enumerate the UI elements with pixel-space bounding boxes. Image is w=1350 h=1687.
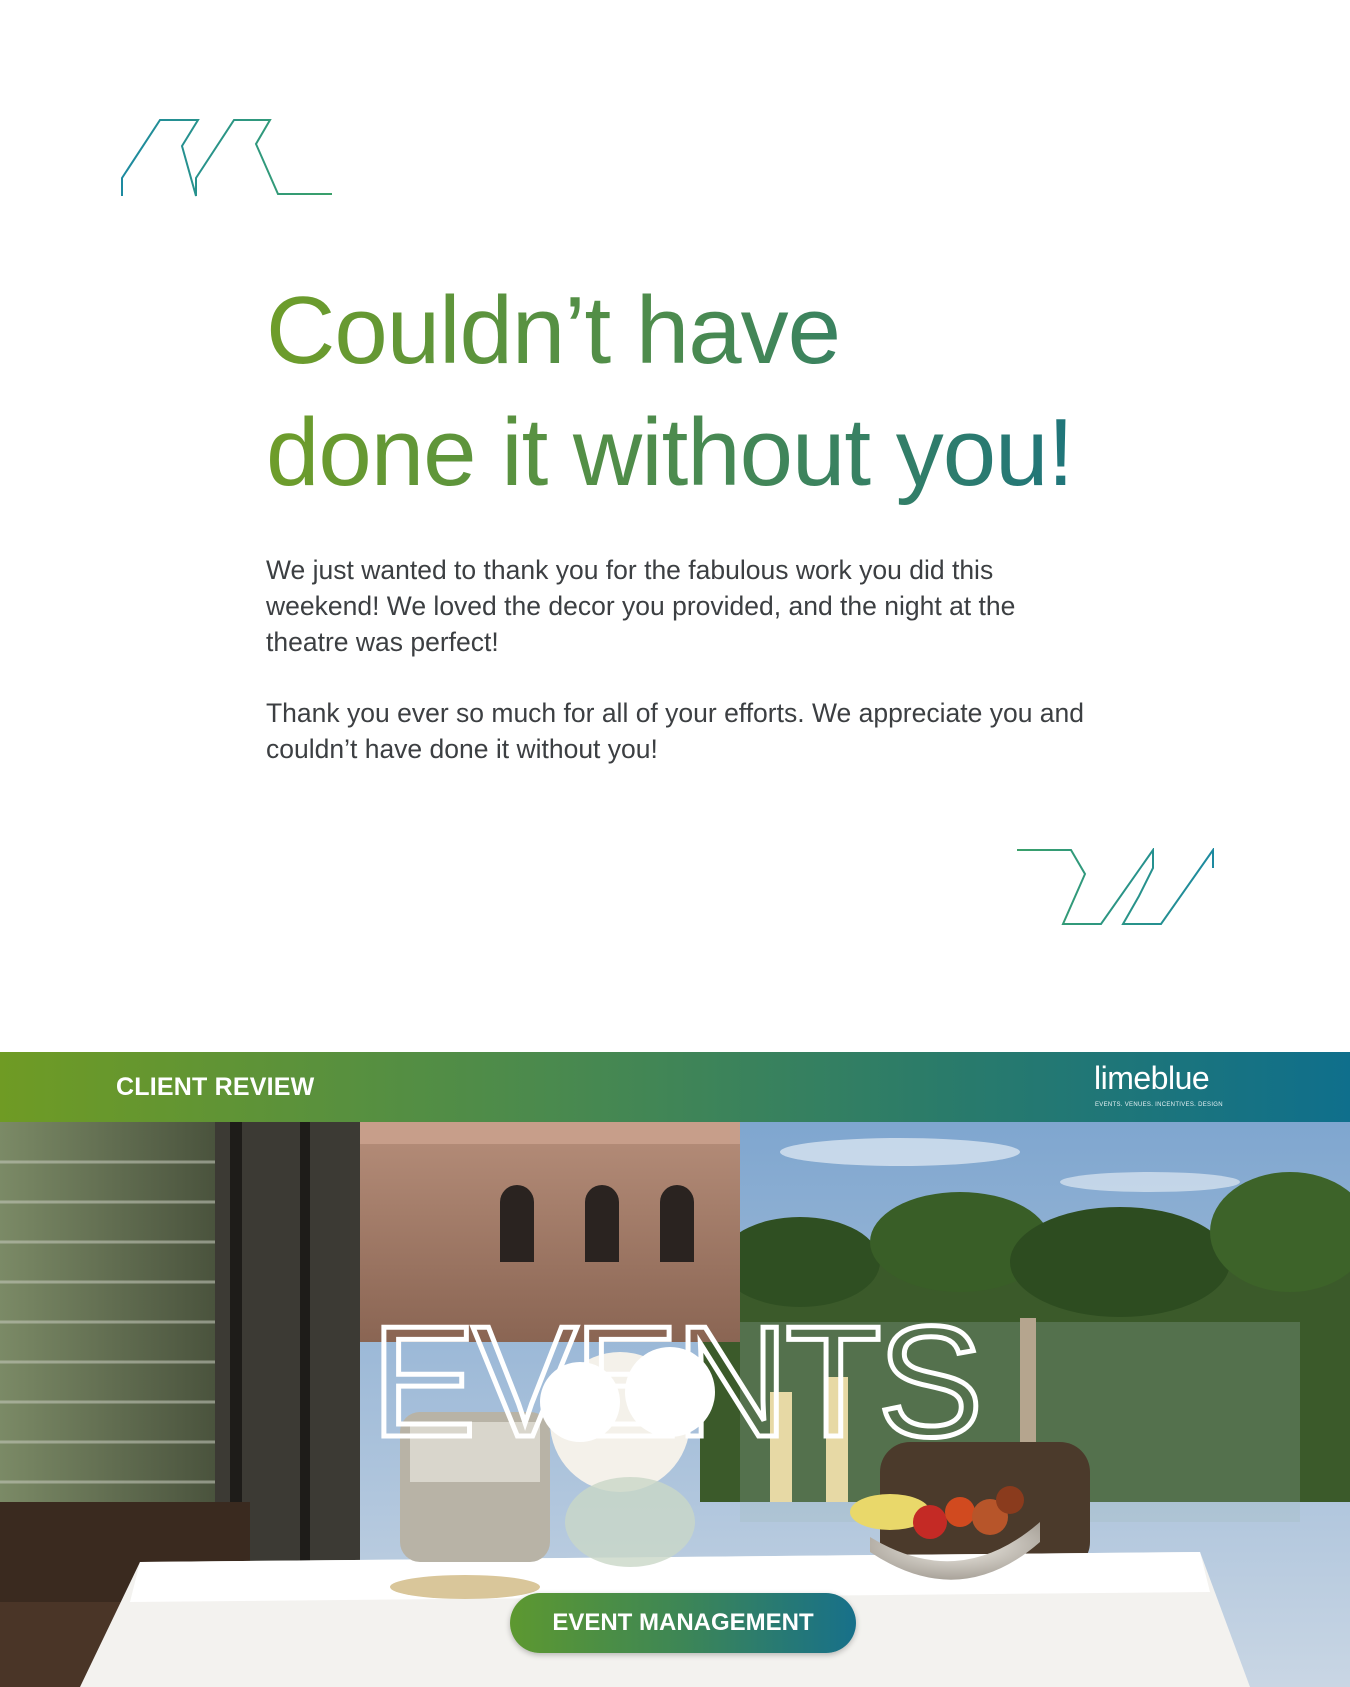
testimonial-paragraph-2: Thank you ever so much for all of your efforts. We appreciate you and couldn’t have done it without you! xyxy=(266,698,1085,764)
headline xyxy=(266,270,1166,514)
banner-label: CLIENT REVIEW xyxy=(116,1073,315,1101)
event-management-button[interactable]: EVENT MANAGEMENT xyxy=(510,1593,856,1653)
testimonial-body xyxy=(266,552,1096,802)
logo-wordmark: limeblue xyxy=(1094,1060,1210,1096)
events-overlay-word: EVENTS xyxy=(370,1294,980,1470)
open-quote-icon xyxy=(120,118,340,198)
headline-line-2: done it without you! xyxy=(266,399,1074,506)
headline-line-1: Couldn’t have xyxy=(266,277,841,384)
testimonial-paragraph-1: We just wanted to thank you for the fabulous work you did this weekend! We loved the decor you provided, and the night at the theatre was perfect! xyxy=(266,555,1016,657)
client-review-banner xyxy=(0,1052,1350,1122)
event-photo xyxy=(0,1122,1350,1687)
limeblue-logo xyxy=(1094,1060,1234,1114)
logo-tagline: EVENTS. VENUES. INCENTIVES. DESIGN xyxy=(1095,1102,1223,1108)
close-quote-icon xyxy=(1015,848,1235,928)
